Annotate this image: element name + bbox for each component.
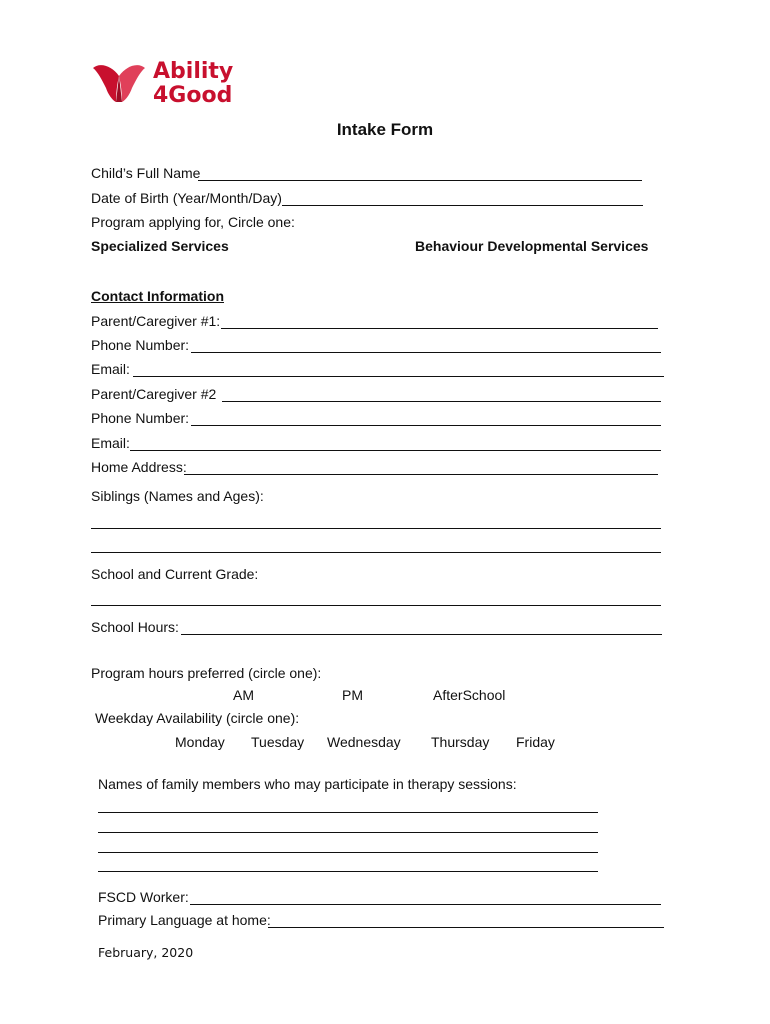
email2-label: Email: <box>91 435 130 451</box>
phone1-field[interactable] <box>191 352 661 353</box>
family-prompt: Names of family members who may participate in therapy sessions: <box>98 776 517 792</box>
page-title: Intake Form <box>336 120 434 139</box>
fscd-field[interactable] <box>190 904 661 905</box>
siblings-field-2[interactable] <box>91 552 661 553</box>
parent1-label: Parent/Caregiver #1: <box>91 313 221 329</box>
language-field[interactable] <box>268 927 664 928</box>
siblings-field-1[interactable] <box>91 528 661 529</box>
phone2-field[interactable] <box>191 425 661 426</box>
address-label: Home Address: <box>91 459 187 475</box>
siblings-label: Siblings (Names and Ages): <box>91 488 264 504</box>
school-hours-field[interactable] <box>181 634 662 635</box>
program-option-specialized[interactable]: Specialized Services <box>91 238 229 254</box>
butterfly-icon <box>92 62 146 104</box>
weekday-prompt: Weekday Availability (circle one): <box>95 710 300 726</box>
footer-date: February, 2020 <box>98 945 194 960</box>
hours-option-am[interactable]: AM <box>233 687 254 703</box>
day-option-monday[interactable]: Monday <box>175 734 225 750</box>
child-name-label: Child’s Full Name <box>91 165 201 181</box>
phone2-label: Phone Number: <box>91 410 190 426</box>
program-hours-prompt: Program hours preferred (circle one): <box>91 665 322 681</box>
child-name-field[interactable] <box>198 180 642 181</box>
school-field[interactable] <box>91 605 661 606</box>
hours-option-afterschool[interactable]: AfterSchool <box>433 687 506 703</box>
email1-label: Email: <box>91 361 130 377</box>
language-label: Primary Language at home: <box>98 912 271 928</box>
school-hours-label: School Hours: <box>91 619 179 635</box>
email2-field[interactable] <box>130 450 661 451</box>
day-option-wednesday[interactable]: Wednesday <box>327 734 401 750</box>
day-option-friday[interactable]: Friday <box>516 734 555 750</box>
dob-field[interactable] <box>282 205 643 206</box>
dob-label: Date of Birth (Year/Month/Day) <box>91 190 282 206</box>
family-field-4[interactable] <box>98 871 598 872</box>
family-field-2[interactable] <box>98 832 598 833</box>
fscd-label: FSCD Worker: <box>98 889 189 905</box>
family-field-3[interactable] <box>98 852 598 853</box>
day-option-tuesday[interactable]: Tuesday <box>251 734 305 750</box>
day-option-thursday[interactable]: Thursday <box>431 734 490 750</box>
program-option-behaviour[interactable]: Behaviour Developmental Services <box>415 238 649 254</box>
contact-heading: Contact Information <box>91 288 224 304</box>
phone1-label: Phone Number: <box>91 337 190 353</box>
parent1-field[interactable] <box>221 328 658 329</box>
hours-option-pm[interactable]: PM <box>342 687 363 703</box>
program-prompt: Program applying for, Circle one: <box>91 214 295 230</box>
address-field[interactable] <box>184 474 658 475</box>
family-field-1[interactable] <box>98 812 598 813</box>
parent2-field[interactable] <box>222 401 661 402</box>
logo-text-4good: 4Good <box>153 83 233 108</box>
school-label: School and Current Grade: <box>91 566 259 582</box>
parent2-label: Parent/Caregiver #2 <box>91 386 217 402</box>
email1-field[interactable] <box>133 376 664 377</box>
logo-text-ability: Ability <box>153 59 234 84</box>
